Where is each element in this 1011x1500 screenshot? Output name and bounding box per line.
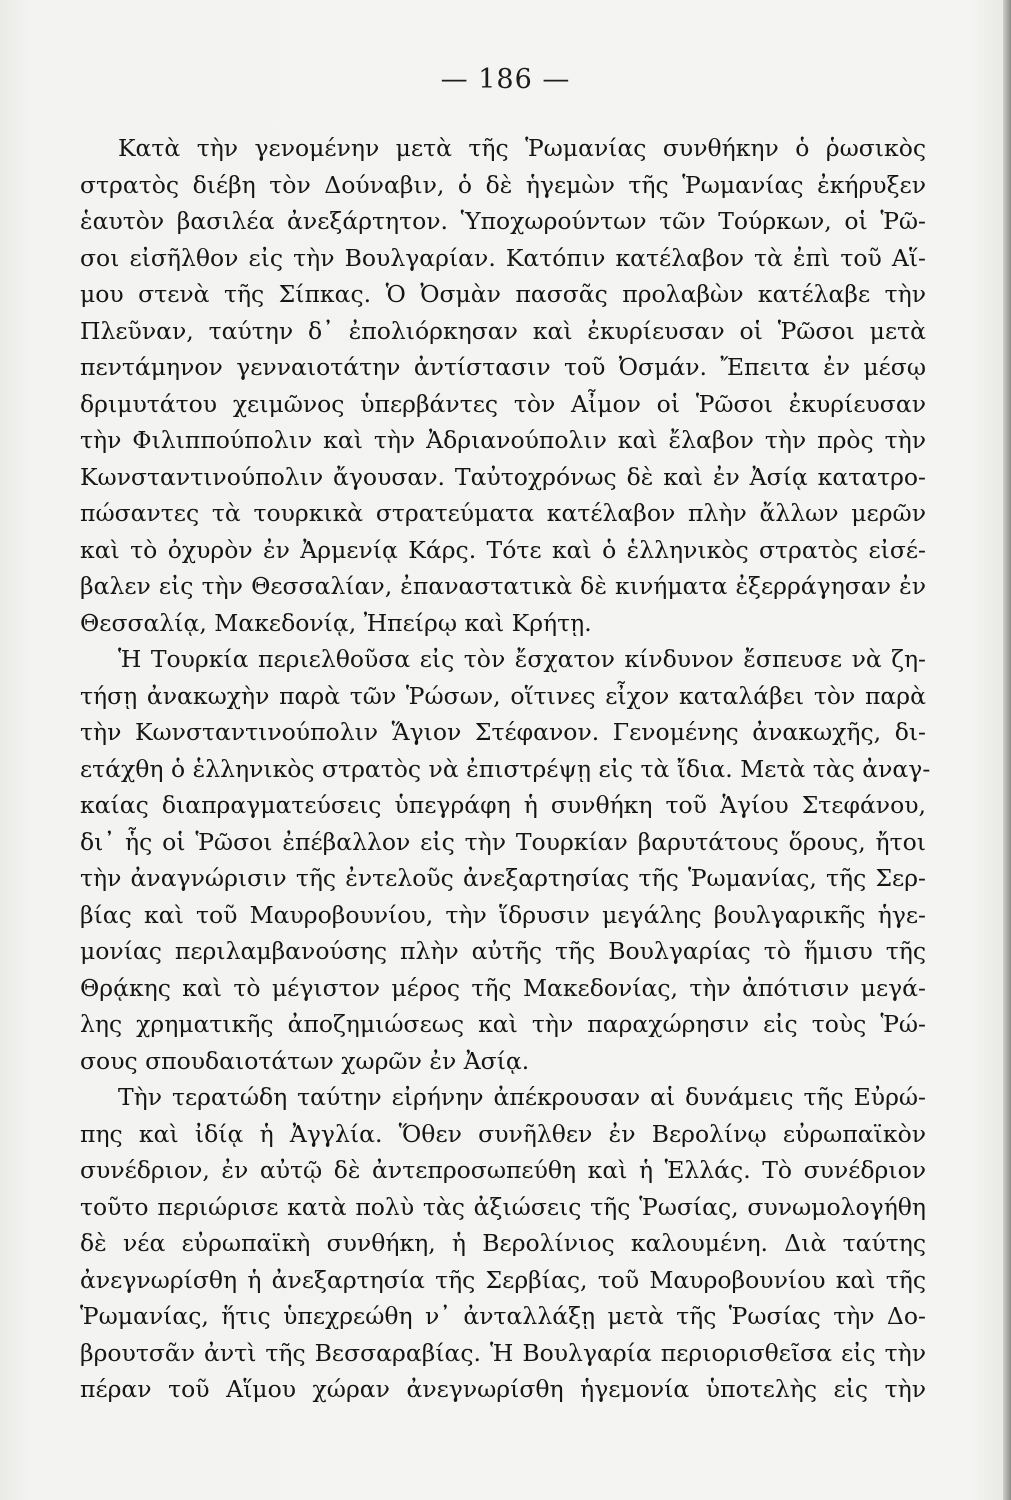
text-line: συνέδριον, ἐν αὐτῷ δὲ ἀντεπροσωπεύθη καὶ ἡ Ἑλλάς. Τὸ συνέδριον <box>80 1156 926 1184</box>
text-line: βρουτσᾶν ἀντὶ τῆς Βεσσαραβίας. Ἡ Βουλγαρία περιορισθεῖσα εἰς τὴν <box>80 1338 926 1367</box>
paragraph-3 <box>80 1079 926 1408</box>
text-line: τήσῃ ἀνακωχὴν παρὰ τῶν Ῥώσων, οἵτινες εἶχον καταλάβει τὸν παρὰ <box>80 681 926 710</box>
body-text <box>80 130 931 1408</box>
text-line: σους σπουδαιοτάτων χωρῶν ἐν Ἀσίᾳ. <box>80 1046 530 1075</box>
text-line: πης καὶ ἰδίᾳ ἡ Ἀγγλία. Ὅθεν συνῆλθεν ἐν Βερολίνῳ εὐρωπαϊκὸν <box>80 1119 926 1148</box>
text-line: Τὴν τερατώδη ταύτην εἰρήνην ἀπέκρουσαν αἱ δυνάμεις τῆς Εὐρώ- <box>118 1083 926 1111</box>
paragraph-2 <box>80 641 931 1079</box>
text-line: πεντάμηνον γενναιοτάτην ἀντίστασιν τοῦ Ὀσμάν. Ἔπειτα ἐν μέσῳ <box>80 353 926 381</box>
text-line: καὶ τὸ ὀχυρὸν ἐν Ἀρμενίᾳ Κάρς. Τότε καὶ ὁ ἑλληνικὸς στρατὸς εἰσέ- <box>80 535 926 564</box>
text-line: σοι εἰσῆλθον εἰς τὴν Βουλγαρίαν. Κατόπιν κατέλαβον τὰ ἐπὶ τοῦ Αἵ- <box>80 243 926 272</box>
text-line: Κατὰ τὴν γενομένην μετὰ τῆς Ῥωμανίας συνθήκην ὁ ῥωσικὸς <box>118 134 926 162</box>
text-line: βίας καὶ τοῦ Μαυροβουνίου, τὴν ἵδρυσιν μεγάλης βουλγαρικῆς ἡγε- <box>80 900 926 929</box>
text-line: τὴν Φιλιππούπολιν καὶ τὴν Ἀδριανούπολιν καὶ ἔλαβον τὴν πρὸς τὴν <box>80 426 926 454</box>
text-line: βαλεν εἰς τὴν Θεσσαλίαν, ἐπαναστατικὰ δὲ κινήματα ἐξερράγησαν ἐν <box>80 572 926 600</box>
text-line: δριμυτάτου χειμῶνος ὑπερβάντες τὸν Αἶμον οἱ Ῥῶσοι ἐκυρίευσαν <box>80 389 926 418</box>
text-line: πέραν τοῦ Αἵμου χώραν ἀνεγνωρίσθη ἡγεμονία ὑποτελὴς εἰς τὴν <box>80 1375 926 1403</box>
text-line: δὲ νέα εὐρωπαϊκὴ συνθήκη, ἡ Βερολίνιος καλουμένη. Διὰ ταύτης <box>80 1229 926 1257</box>
text-line: μου στενὰ τῆς Σίπκας. Ὁ Ὀσμὰν πασσᾶς προλαβὼν κατέλαβε τὴν <box>80 280 926 308</box>
page-edge-shadow <box>1003 0 1011 1500</box>
text-line: Ἡ Τουρκία περιελθοῦσα εἰς τὸν ἔσχατον κίνδυνον ἔσπευσε νὰ ζη- <box>118 645 926 673</box>
text-line: τὴν Κωνσταντινούπολιν Ἅγιον Στέφανον. Γενομένης ἀνακωχῆς, δι- <box>80 718 926 746</box>
text-line: τοῦτο περιώρισε κατὰ πολὺ τὰς ἀξιώσεις τῆς Ῥωσίας, συνωμολογήθη <box>80 1192 926 1221</box>
text-line: ἑαυτὸν βασιλέα ἀνεξάρτητον. Ὑποχωρούντων τῶν Τούρκων, οἱ Ῥῶ- <box>80 207 926 235</box>
text-line: τὴν ἀναγνώρισιν τῆς ἐντελοῦς ἀνεξαρτησίας τῆς Ῥωμανίας, τῆς Σερ- <box>80 864 926 892</box>
text-line: στρατὸς διέβη τὸν Δούναβιν, ὁ δὲ ἡγεμὼν τῆς Ῥωμανίας ἐκήρυξεν <box>80 170 926 199</box>
paragraph-1 <box>80 130 926 641</box>
text-line: καίας διαπραγματεύσεις ὑπεγράφη ἡ συνθήκη τοῦ Ἁγίου Στεφάνου, <box>80 791 926 819</box>
text-line: Ῥωμανίας, ἥτις ὑπεχρεώθη ν᾽ ἀνταλλάξῃ μετὰ τῆς Ῥωσίας τὴν Δο- <box>80 1302 926 1330</box>
text-line: Πλεῦναν, ταύτην δ᾽ ἐπολιόρκησαν καὶ ἐκυρίευσαν οἱ Ῥῶσοι μετὰ <box>80 316 926 345</box>
text-line: λης χρηματικῆς ἀποζημιώσεως καὶ τὴν παραχώρησιν εἰς τοὺς Ῥώ- <box>80 1010 926 1038</box>
page-number: — 186 — <box>440 64 571 95</box>
text-line: Κωνσταντινούπολιν ἄγουσαν. Ταὐτοχρόνως δὲ καὶ ἐν Ἀσίᾳ κατατρο- <box>80 462 926 491</box>
text-line: δι᾽ ἧς οἱ Ῥῶσοι ἐπέβαλλον εἰς τὴν Τουρκίαν βαρυτάτους ὅρους, ἤτοι <box>80 827 926 856</box>
text-line: Θεσσαλίᾳ, Μακεδονίᾳ, Ἠπείρῳ καὶ Κρήτῃ. <box>80 608 592 637</box>
text-line: μονίας περιλαμβανούσης πλὴν αὐτῆς τῆς Βουλγαρίας τὸ ἥμισυ τῆς <box>80 937 926 965</box>
text-line: ετάχθη ὁ ἑλληνικὸς στρατὸς νὰ ἐπιστρέψῃ εἰς τὰ ἴδια. Μετὰ τὰς ἀναγ- <box>80 754 931 783</box>
text-line: πώσαντες τὰ τουρκικὰ στρατεύματα κατέλαβον πλὴν ἄλλων μερῶν <box>80 499 926 527</box>
text-line: ἀνεγνωρίσθη ἡ ἀνεξαρτησία τῆς Σερβίας, τοῦ Μαυροβουνίου καὶ τῆς <box>80 1265 926 1294</box>
text-line: Θρᾴκης καὶ τὸ μέγιστον μέρος τῆς Μακεδονίας, τὴν ἀπότισιν μεγά- <box>80 973 926 1002</box>
